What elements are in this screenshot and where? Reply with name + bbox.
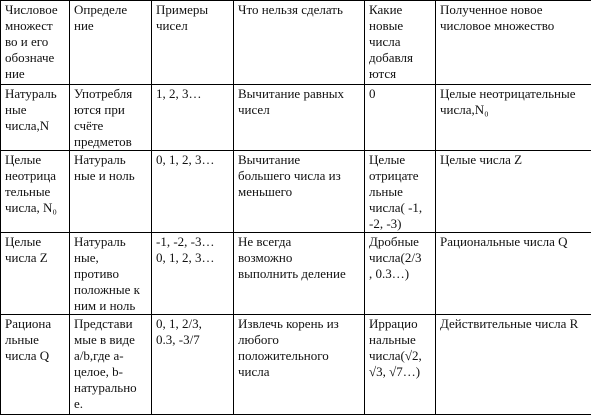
- table-cell: [365, 151, 436, 233]
- header-number-set-label: Числовое множест во и его обозначе ние: [5, 2, 58, 81]
- cell-text: Дробные числа(2/3 , 0.3…): [369, 234, 421, 281]
- table-cell: [436, 315, 591, 415]
- table-cell: [70, 233, 152, 315]
- table-cell: [152, 233, 234, 315]
- cell-text: Целые неотрица тельные числа, N₀: [5, 152, 57, 215]
- table-cell: [70, 315, 152, 415]
- header-cannot-do: [234, 1, 365, 85]
- header-examples-label: Примеры чисел: [156, 2, 208, 33]
- cell-text: Рациональные числа Q: [440, 234, 568, 249]
- cell-text: Действительные числа R: [440, 316, 578, 331]
- table-cell: [70, 85, 152, 151]
- table-cell: [365, 233, 436, 315]
- table-row: [1, 151, 591, 233]
- table-cell: [234, 151, 365, 233]
- table-cell: [152, 151, 234, 233]
- table-cell: [70, 151, 152, 233]
- cell-text: Иррацио нальные числа(√2, √3, √7…): [369, 316, 422, 379]
- table-cell: [1, 85, 70, 151]
- header-examples: [152, 1, 234, 85]
- table-cell: [365, 315, 436, 415]
- table-cell: [436, 151, 591, 233]
- table-cell: [234, 85, 365, 151]
- table-row: [1, 85, 591, 151]
- header-resulting-set: [436, 1, 591, 85]
- header-number-set: [1, 1, 70, 85]
- header-cannot-do-label: Что нельзя сделать: [238, 2, 343, 17]
- cell-text: Целые числа Z: [440, 152, 522, 167]
- header-definition: [70, 1, 152, 85]
- cell-text: Целые числа Z: [5, 234, 48, 265]
- table-cell: [234, 233, 365, 315]
- cell-text: Рациона льные числа Q: [5, 316, 51, 363]
- table-cell: [152, 315, 234, 415]
- table-cell: [152, 85, 234, 151]
- table-cell: [1, 315, 70, 415]
- cell-text: Не всегда возможно выполнить деление: [238, 234, 346, 281]
- table-row: [1, 233, 591, 315]
- table-cell: [365, 85, 436, 151]
- cell-text: Представи мые в виде a/b,где a- целое, b- натурально е.: [74, 316, 137, 411]
- table-row: [1, 315, 591, 415]
- table-cell: [1, 151, 70, 233]
- cell-text: Натураль ные числа,N: [5, 86, 57, 133]
- cell-text: -1, -2, -3… 0, 1, 2, 3…: [156, 234, 215, 265]
- header-new-numbers: [365, 1, 436, 85]
- cell-text: Натураль ные, противо положные к ним и ноль: [74, 234, 140, 313]
- cell-text: 0: [369, 86, 376, 101]
- cell-text: Целые отрицате льные числа( -1, -2, -3): [369, 152, 422, 231]
- table-header-row: [1, 1, 591, 85]
- cell-text: Употребля ются при счёте предметов: [74, 86, 132, 149]
- table-cell: [436, 233, 591, 315]
- header-resulting-set-label: Полученное новое числовое множество: [440, 2, 554, 33]
- cell-text: 0, 1, 2, 3…: [156, 152, 215, 167]
- header-definition-label: Определе ние: [74, 2, 127, 33]
- cell-text: Вычитание большего числа из меньшего: [238, 152, 341, 199]
- cell-text: 0, 1, 2/3, 0.3, -3/7: [156, 316, 202, 347]
- cell-text: 1, 2, 3…: [156, 86, 202, 101]
- cell-text: Вычитание равных чисел: [238, 86, 344, 117]
- table-cell: [1, 233, 70, 315]
- table-cell: [234, 315, 365, 415]
- header-new-numbers-label: Какие новые числа добавля ются: [369, 2, 413, 81]
- cell-text: Извлечь корень из любого положительного числа: [238, 316, 339, 379]
- cell-text: Целые неотрицательные числа,N₀: [440, 86, 575, 117]
- cell-text: Натураль ные и ноль: [74, 152, 135, 183]
- table-cell: [436, 85, 591, 151]
